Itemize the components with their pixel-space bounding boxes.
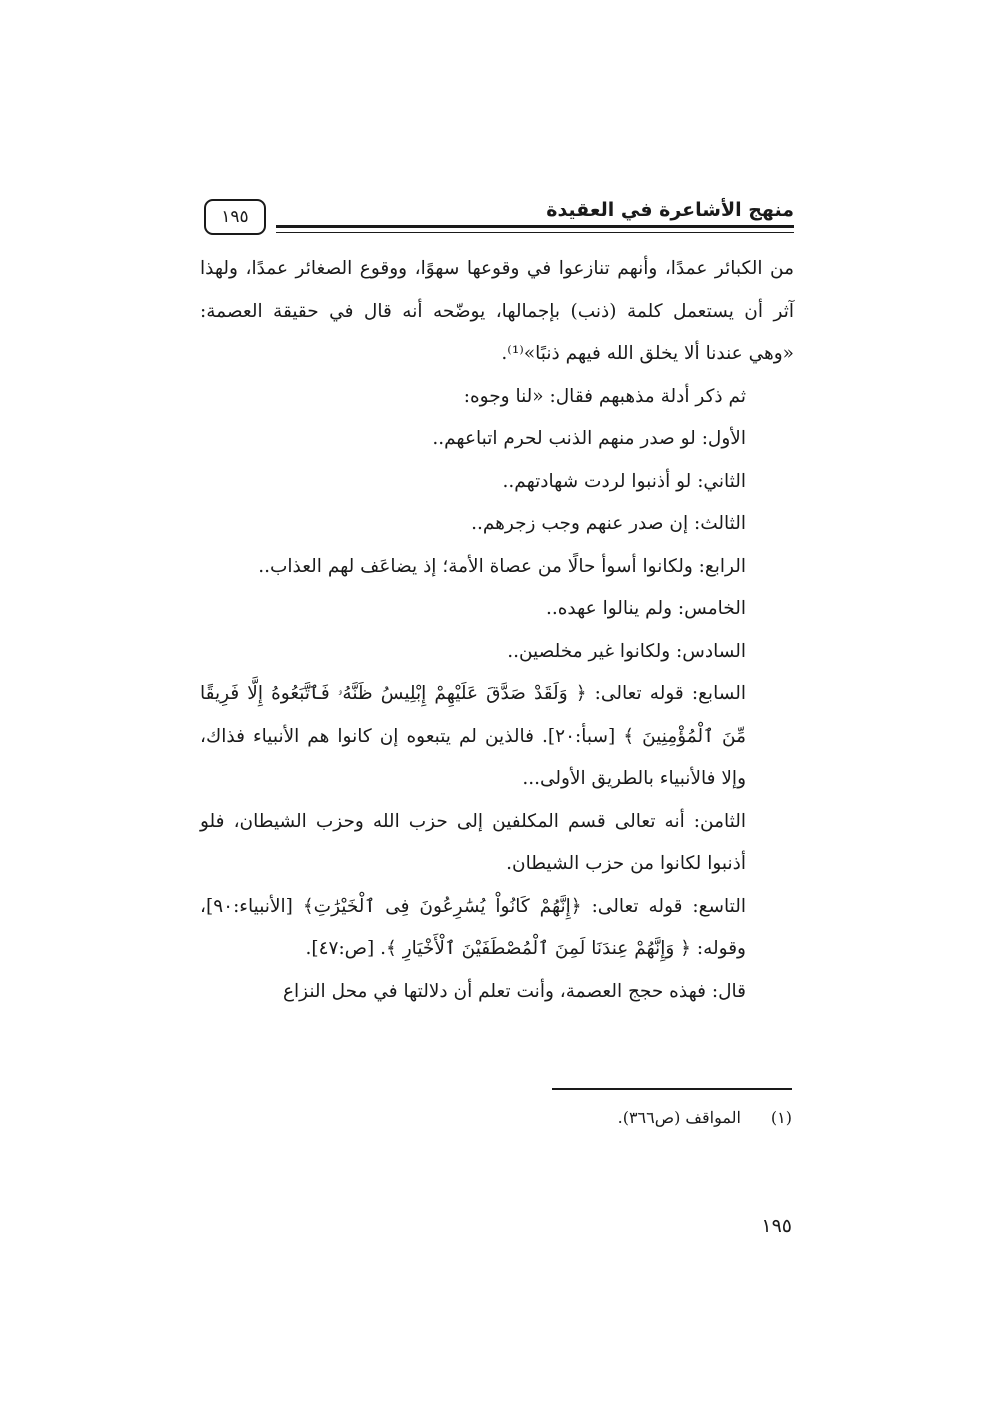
paragraph-evidence-intro: ثم ذكر أدلة مذهبهم فقال: «لنا وجوه: — [463, 385, 746, 407]
paragraph-third: الثالث: إن صدر عنهم وجب زجرهم.. — [471, 513, 746, 534]
body-text — [200, 248, 794, 1013]
paragraph-fourth: الرابع: ولكانوا أسوأ حالًا من عصاة الأمة؛ إذ يضاعَف لهم العذاب.. — [258, 555, 746, 577]
paragraph-fifth: الخامس: ولم ينالوا عهده.. — [545, 598, 746, 619]
header-rule-thin — [276, 232, 794, 233]
footnote-rule — [552, 1088, 792, 1090]
paragraph-intro: من الكبائر عمدًا، وأنهم تنازعوا في وقوعها سهوًا، ووقوع الصغائر عمدًا، ولهذا آثر أن يستعمل كلمة (ذنب) بإجمالها، يوضّحه أنه قال في حقيقة العصمة: «وهي عندنا ألا يخلق الله فيهم ذنبًا»⁽¹⁾. — [200, 258, 794, 364]
footnote-number: (١) — [770, 1108, 792, 1127]
paragraph-first: الأول: لو صدر منهم الذنب لحرم اتباعهم.. — [432, 428, 746, 449]
paragraph-eighth: الثامن: أنه تعالى قسم المكلفين إلى حزب الله وحزب الشيطان، فلو أذنبوا لكانوا من حزب الشيطان. — [200, 810, 746, 874]
paragraph-ninth: التاسع: قوله تعالى: ﴿إِنَّهُمْ كَانُواْ يُسَٰرِعُونَ فِى ٱلْخَيْرَٰتِ﴾ [الأنبياء:٩٠]، وقوله: ﴿ وَإِنَّهُمْ عِندَنَا لَمِنَ ٱلْمُصْطَفَيْنَ ٱلْأَخْيَارِ ﴾. [ص:٤٧]. — [200, 895, 746, 959]
running-title: منهج الأشاعرة في العقيدة — [546, 199, 794, 221]
page-number: ١٩٥ — [761, 1215, 792, 1237]
paragraph-second: الثاني: لو أذنبوا لردت شهادتهم.. — [502, 470, 746, 492]
paragraph-sixth: السادس: ولكانوا غير مخلصين.. — [507, 640, 746, 662]
page-header — [200, 195, 794, 240]
paragraph-conclusion: قال: فهذه حجج العصمة، وأنت تعلم أن دلالتها في محل النزاع — [282, 980, 746, 1002]
header-rule-thick — [276, 225, 794, 228]
footnote-text: المواقف (ص٣٦٦). — [617, 1108, 741, 1127]
paragraph-seventh: السابع: قوله تعالى: ﴿ وَلَقَدْ صَدَّقَ عَلَيْهِمْ إِبْلِيسُ ظَنَّهُۥ فَٱتَّبَعُوهُ إِلَّا فَرِيقًا مِّنَ ٱلْمُؤْمِنِينَ ﴾ [سبأ:٢٠]. فالذين لم يتبعوه إن كانوا هم الأنبياء فذاك، وإلا فالأنبياء بالطريق الأولى... — [200, 683, 747, 789]
header-page-number: ١٩٥ — [204, 199, 266, 235]
footnote — [618, 1108, 792, 1127]
